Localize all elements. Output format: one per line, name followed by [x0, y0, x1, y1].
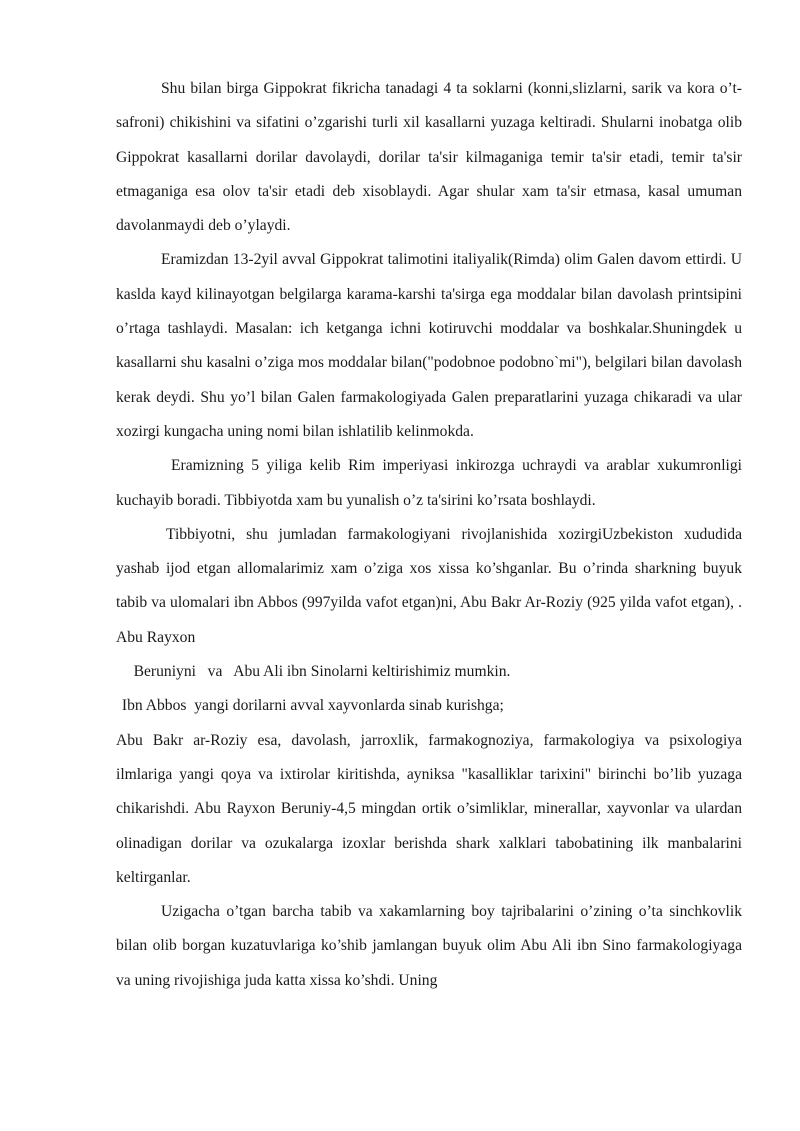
document-page	[116, 72, 742, 998]
paragraph-ibn-sino: Uzigacha o’tgan barcha tabib va xakamlarning boy tajribalarini o’zining o’ta sinchkovlik bilan olib borgan kuzatuvlariga ko’shib jamlangan buyuk olim Abu Ali ibn Sino farmakologiyaga va uning rivojishiga juda katta xissa ko’shdi. Uning	[116, 903, 742, 989]
paragraph-roziy: Abu Bakr ar-Roziy esa, davolash, jarroxlik, farmakognoziya, farmakologiya va psixologiya ilmlariga yangi qoya va ixtirolar kiritishda, ayniksa "kasalliklar tarixini" birinchi bo’lib yuzaga chikarishdi. Abu Rayxon Beruniy-4,5 mingdan ortik o’simliklar, minerallar, xayvonlar va ulardan olinadigan dorilar va ozukalarga izoxlar berishda shark xalklari tabobatining ilk manbalarini keltirganlar.	[116, 731, 742, 886]
line-ibn-abbos: Ibn Abbos yangi dorilarni avval xayvonlarda sinab kurishga;	[118, 697, 504, 715]
paragraph-rim: Eramizning 5 yiliga kelib Rim imperiyasi inkirozga uchraydi va arablar xukumronligi kuchayib boradi. Tibbiyotda xam bu yunalish o’z ta'sirini ko’rsata boshlaydi.	[116, 457, 742, 509]
paragraph-tibbiyot: Tibbiyotni, shu jumladan farmakologiyani rivojlanishida xozirgiUzbekiston xududida yashab ijod etgan allomalarimiz xam o’ziga xos xissa ko’shganlar. Bu o’rinda sharkning buyuk tabib va ulomalari ibn Abbos (997yilda vafot etgan)ni, Abu Bakr Ar-Roziy (925 yilda vafot etgan), . Abu Rayxon	[116, 525, 742, 646]
paragraph-gippokrat: Shu bilan birga Gippokrat fikricha tanadagi 4 ta soklarni (konni,slizlarni, sarik va kora o’t-safroni) chikishini va sifatini o’zgarishi turli xil kasallarni yuzaga keltiradi. Shularni inobatga olib Gippokrat kasallarni dorilar davolaydi, dorilar ta'sir kilmaganiga temir ta'sir etadi, temir ta'sir etmaganiga esa olov ta'sir etadi deb xisoblaydi. Agar shular xam ta'sir etmasa, kasal umuman davolanmaydi deb o’ylaydi.	[116, 80, 742, 235]
paragraph-galen: Eramizdan 13-2yil avval Gippokrat talimotini italiyalik(Rimda) olim Galen davom ettirdi. U kaslda kayd kilinayotgan belgilarga karama-karshi ta'sirga ega moddalar bilan davolash printsipini o’rtaga tashlaydi. Masalan: ich ketganga ichni kotiruvchi moddalar va boshkalar.Shuningdek u kasallarni shu kasalni o’ziga mos moddalar bilan("podobnoe podobno`mi"), belgilari bilan davolash kerak deydi. Shu yo’l bilan Galen farmakologiyada Galen preparatlarini yuzaga chikaradi va ular xozirgi kungacha uning nomi bilan ishlatilib kelinmokda.	[116, 251, 742, 440]
line-beruniy: Beruniyni va Abu Ali ibn Sinolarni keltirishimiz mumkin.	[118, 663, 511, 681]
